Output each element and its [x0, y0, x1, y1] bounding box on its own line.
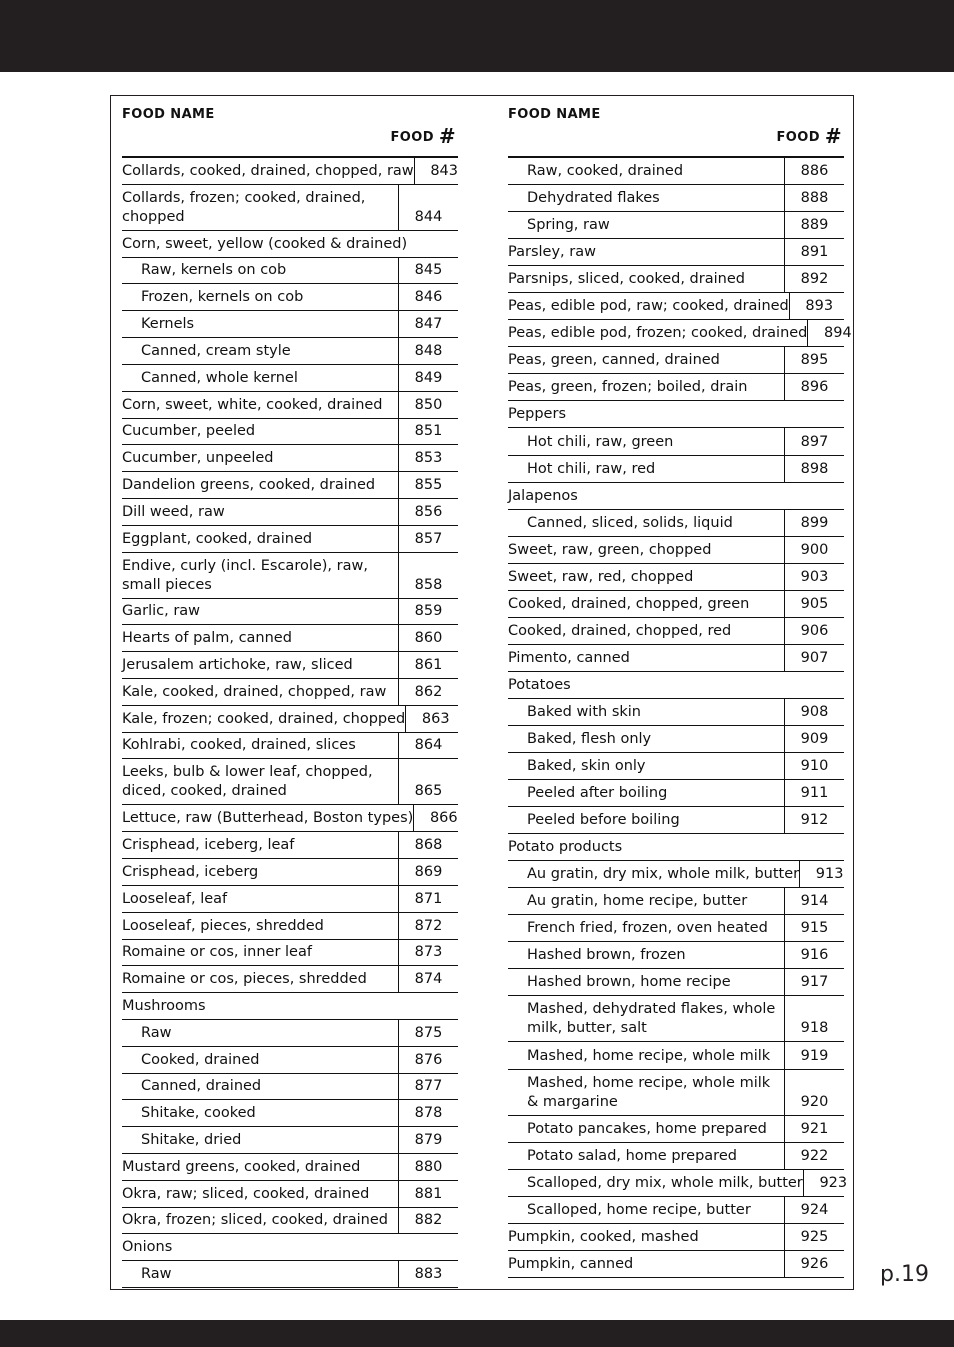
food-name-cell: Dill weed, raw: [122, 503, 225, 520]
food-name-cell: Cooked, drained, chopped, green: [508, 595, 750, 612]
food-number-cell: 891: [784, 239, 844, 265]
table-row: [508, 212, 844, 239]
table-row: [508, 1170, 848, 1197]
food-number-cell: 919: [784, 1042, 844, 1068]
food-number-cell: 925: [784, 1224, 844, 1250]
food-name-cell: Mashed, home recipe, whole milk: [527, 1047, 771, 1064]
food-number-cell: 859: [398, 599, 458, 625]
food-number-cell: 851: [398, 419, 458, 445]
table-row: [508, 591, 844, 618]
table-row: [508, 672, 844, 699]
food-name-cell: Shitake, cooked: [141, 1105, 256, 1122]
food-name-cell: Lettuce, raw (Butterhead, Boston types): [122, 810, 414, 827]
food-number-cell: 850: [398, 392, 458, 418]
table-row: [508, 996, 844, 1042]
table-row: [122, 1208, 458, 1235]
food-number-cell: 865: [398, 759, 458, 804]
table-row: [122, 392, 458, 419]
food-number-cell: 909: [784, 726, 844, 752]
food-number-heading: [391, 124, 456, 148]
top-banner: [0, 0, 954, 72]
food-number-cell: 843: [414, 158, 474, 184]
table-row: [508, 185, 844, 212]
food-number-cell: 886: [784, 158, 844, 184]
food-name-cell: Kohlrabi, cooked, drained, slices: [122, 737, 356, 754]
food-number-cell: 918: [784, 996, 844, 1041]
food-number-cell: 877: [398, 1074, 458, 1100]
table-row: [122, 1100, 458, 1127]
table-row: [508, 699, 844, 726]
food-name-cell: Collards, frozen; cooked, drained, chopped: [122, 189, 366, 225]
food-number-cell: 860: [398, 625, 458, 651]
table-row: [122, 940, 458, 967]
food-name-cell: Parsley, raw: [508, 244, 596, 261]
table-row: [508, 239, 844, 266]
table-row: [122, 805, 458, 832]
table-row: [122, 652, 458, 679]
food-name-cell: Cucumber, unpeeled: [122, 450, 274, 467]
food-number-heading: [777, 124, 842, 148]
food-number-cell: 848: [398, 338, 458, 364]
food-name-cell: Kernels: [141, 316, 195, 333]
food-number-cell: 898: [784, 456, 844, 482]
table-row: [122, 553, 458, 599]
table-row: [122, 231, 458, 258]
food-number-cell: 853: [398, 445, 458, 471]
table-row: [508, 293, 844, 320]
food-name-cell: Collards, cooked, drained, chopped, raw: [122, 162, 414, 179]
food-name-cell: Sweet, raw, green, chopped: [508, 541, 712, 558]
table-row: [122, 258, 458, 285]
food-name-cell: Scalloped, home recipe, butter: [527, 1201, 751, 1218]
table-row: [508, 1197, 844, 1224]
right-column: [508, 96, 852, 1278]
food-number-cell: 911: [784, 780, 844, 806]
food-name-heading: FOOD NAME: [122, 107, 215, 122]
food-number-cell: 869: [398, 859, 458, 885]
table-row: [508, 564, 844, 591]
table-row: [508, 726, 844, 753]
food-number-cell: 895: [784, 347, 844, 373]
table-row: [122, 1127, 458, 1154]
page-number: p.19: [880, 1262, 929, 1287]
food-number-cell: 866: [413, 805, 473, 831]
table-row: [508, 510, 844, 537]
food-name-cell: Onions: [122, 1239, 173, 1256]
food-number-cell: 912: [784, 807, 844, 833]
food-number-cell: 880: [398, 1154, 458, 1180]
food-name-cell: Canned, cream style: [141, 342, 291, 359]
food-number-cell: 879: [398, 1127, 458, 1153]
food-number-cell: 857: [398, 526, 458, 552]
food-name-cell: Cooked, drained, chopped, red: [508, 622, 732, 639]
table-row: [122, 365, 458, 392]
table-row: [508, 428, 844, 455]
food-name-heading: FOOD NAME: [508, 107, 601, 122]
food-number-cell: 900: [784, 537, 844, 563]
table-row: [508, 483, 844, 510]
table-row: [122, 1047, 458, 1074]
food-name-cell: Potato pancakes, home prepared: [527, 1120, 767, 1137]
food-name-cell: Endive, curly (incl. Escarole), raw, small pieces: [122, 557, 368, 593]
food-name-cell: Pimento, canned: [508, 649, 630, 666]
food-name-cell: Baked with skin: [527, 703, 641, 720]
food-number-cell: 849: [398, 365, 458, 391]
table-row: [122, 419, 458, 446]
table-row: [122, 679, 458, 706]
food-name-cell: Raw: [141, 1266, 172, 1283]
table-row: [508, 834, 844, 861]
food-name-cell: Canned, whole kernel: [141, 369, 298, 386]
food-name-cell: Potatoes: [508, 676, 571, 693]
table-row: [122, 625, 458, 652]
table-row: [508, 807, 844, 834]
food-number-cell: 882: [398, 1208, 458, 1234]
food-number-cell: 907: [784, 645, 844, 671]
table-row: [122, 284, 458, 311]
food-number-cell: 917: [784, 969, 844, 995]
food-number-cell: 915: [784, 915, 844, 941]
food-number-cell: 897: [784, 428, 844, 454]
food-number-cell: 868: [398, 832, 458, 858]
table-row: [508, 158, 844, 185]
food-name-cell: Peas, edible pod, raw; cooked, drained: [508, 298, 789, 315]
food-name-cell: Mashed, dehydrated flakes, whole milk, butter, salt: [527, 1001, 776, 1037]
table-row: [122, 832, 458, 859]
table-row: [122, 599, 458, 626]
food-name-cell: Cooked, drained: [141, 1051, 260, 1068]
food-number-cell: 864: [398, 733, 458, 759]
food-name-cell: Scalloped, dry mix, whole milk, butter: [527, 1174, 803, 1191]
food-number-cell: 910: [784, 753, 844, 779]
food-number-cell: 883: [398, 1261, 458, 1287]
table-row: [508, 347, 844, 374]
table-row: [122, 733, 458, 760]
right-column-header: [508, 96, 844, 158]
food-number-cell: 858: [398, 553, 458, 598]
food-number-cell: 871: [398, 886, 458, 912]
table-row: [122, 338, 458, 365]
food-number-cell: 862: [398, 679, 458, 705]
food-name-cell: Garlic, raw: [122, 603, 201, 620]
table-row: [122, 993, 458, 1020]
food-name-cell: Kale, cooked, drained, chopped, raw: [122, 683, 387, 700]
table-row: [122, 859, 458, 886]
food-name-cell: Dehydrated flakes: [527, 190, 660, 207]
food-number-cell: 846: [398, 284, 458, 310]
table-row: [508, 618, 844, 645]
hash-symbol: #: [438, 124, 456, 148]
table-row: [122, 759, 458, 805]
left-food-list: [122, 158, 458, 1288]
food-name-cell: Potato products: [508, 839, 623, 856]
food-number-heading-label: FOOD: [776, 130, 820, 145]
food-number-cell: 916: [784, 942, 844, 968]
food-number-cell: 920: [784, 1070, 844, 1115]
food-table-frame: [110, 95, 854, 1290]
table-row: [508, 456, 844, 483]
food-name-cell: Pumpkin, canned: [508, 1255, 634, 1272]
food-number-cell: 861: [398, 652, 458, 678]
table-row: [122, 1181, 458, 1208]
food-name-cell: Crisphead, iceberg, leaf: [122, 837, 295, 854]
bottom-banner: [0, 1320, 954, 1347]
food-name-cell: Hashed brown, frozen: [527, 947, 686, 964]
table-row: [122, 499, 458, 526]
table-row: [508, 780, 844, 807]
food-name-cell: Looseleaf, pieces, shredded: [122, 917, 324, 934]
food-number-cell: 903: [784, 564, 844, 590]
table-row: [122, 472, 458, 499]
table-row: [508, 1143, 844, 1170]
food-number-cell: 855: [398, 472, 458, 498]
food-name-cell: Shitake, dried: [141, 1132, 242, 1148]
food-name-cell: Peas, green, canned, drained: [508, 352, 720, 369]
food-name-cell: Mushrooms: [122, 997, 206, 1014]
table-row: [508, 888, 844, 915]
food-number-cell: 906: [784, 618, 844, 644]
food-number-cell: 873: [398, 940, 458, 966]
food-name-cell: Hot chili, raw, green: [527, 433, 674, 450]
food-name-cell: Romaine or cos, inner leaf: [122, 944, 312, 961]
food-name-cell: Raw, cooked, drained: [527, 163, 684, 180]
food-number-cell: 875: [398, 1020, 458, 1046]
food-number-cell: 878: [398, 1100, 458, 1126]
table-row: [122, 913, 458, 940]
food-name-cell: Leeks, bulb & lower leaf, chopped, diced, cooked, drained: [122, 764, 373, 800]
food-name-cell: Baked, flesh only: [527, 731, 652, 748]
food-name-cell: Cucumber, peeled: [122, 423, 256, 440]
food-number-cell: 908: [784, 699, 844, 725]
food-number-cell: 881: [398, 1181, 458, 1207]
table-row: [122, 1261, 458, 1288]
food-name-cell: Peas, green, frozen; boiled, drain: [508, 379, 748, 396]
food-name-cell: Sweet, raw, red, chopped: [508, 568, 694, 585]
food-name-cell: Spring, raw: [527, 217, 610, 234]
table-row: [508, 1224, 844, 1251]
table-row: [122, 886, 458, 913]
table-row: [122, 966, 458, 993]
food-name-cell: Okra, raw; sliced, cooked, drained: [122, 1185, 370, 1202]
food-number-cell: 892: [784, 266, 844, 292]
food-number-cell: 896: [784, 374, 844, 400]
food-name-cell: Hot chili, raw, red: [527, 460, 656, 477]
food-name-cell: Okra, frozen; sliced, cooked, drained: [122, 1212, 388, 1229]
food-name-cell: Crisphead, iceberg: [122, 863, 259, 880]
food-name-cell: Pumpkin, cooked, mashed: [508, 1228, 699, 1245]
food-name-cell: Mustard greens, cooked, drained: [122, 1158, 361, 1175]
table-row: [508, 320, 852, 347]
food-name-cell: Jerusalem artichoke, raw, sliced: [122, 657, 353, 673]
food-name-cell: Eggplant, cooked, drained: [122, 530, 313, 547]
food-number-cell: 847: [398, 311, 458, 337]
food-name-cell: Mashed, home recipe, whole milk & margarine: [527, 1074, 771, 1110]
food-number-cell: 921: [784, 1116, 844, 1142]
food-name-cell: Parsnips, sliced, cooked, drained: [508, 271, 745, 288]
food-name-cell: Corn, sweet, yellow (cooked & drained): [122, 235, 408, 252]
table-row: [508, 942, 844, 969]
table-row: [122, 526, 458, 553]
table-row: [122, 158, 458, 185]
food-number-cell: 844: [398, 185, 458, 230]
table-row: [508, 266, 844, 293]
food-name-cell: Raw: [141, 1024, 172, 1041]
food-name-cell: Kale, frozen; cooked, drained, chopped: [122, 710, 406, 727]
food-name-cell: Peeled before boiling: [527, 812, 680, 829]
food-number-cell: 845: [398, 258, 458, 284]
food-name-cell: Dandelion greens, cooked, drained: [122, 476, 376, 493]
table-row: [508, 915, 844, 942]
food-name-cell: Hashed brown, home recipe: [527, 974, 731, 991]
hash-symbol: #: [824, 124, 842, 148]
food-number-cell: 863: [405, 706, 465, 732]
table-row: [508, 374, 844, 401]
food-number-cell: 894: [807, 320, 867, 346]
table-row: [508, 969, 844, 996]
table-row: [122, 1020, 458, 1047]
table-row: [122, 1154, 458, 1181]
food-number-cell: 923: [803, 1170, 863, 1196]
food-number-cell: 924: [784, 1197, 844, 1223]
food-number-cell: 905: [784, 591, 844, 617]
food-number-cell: 856: [398, 499, 458, 525]
table-row: [508, 861, 844, 888]
food-name-cell: Baked, skin only: [527, 758, 646, 775]
food-name-cell: Corn, sweet, white, cooked, drained: [122, 396, 383, 413]
food-name-cell: Frozen, kernels on cob: [141, 289, 304, 306]
food-name-cell: Hearts of palm, canned: [122, 630, 292, 647]
food-name-cell: Potato salad, home prepared: [527, 1147, 737, 1164]
table-row: [122, 1074, 458, 1101]
food-name-cell: Raw, kernels on cob: [141, 262, 287, 279]
right-food-list: [508, 158, 852, 1278]
table-row: [508, 401, 844, 428]
table-row: [122, 706, 458, 733]
food-number-cell: 922: [784, 1143, 844, 1169]
table-row: [508, 645, 844, 672]
food-name-cell: Au gratin, dry mix, whole milk, butter: [527, 866, 800, 883]
table-row: [508, 1070, 844, 1116]
food-name-cell: Canned, drained: [141, 1078, 262, 1095]
left-column: [122, 96, 458, 1288]
table-row: [122, 185, 458, 231]
food-number-cell: 872: [398, 913, 458, 939]
food-number-cell: 888: [784, 185, 844, 211]
table-row: [508, 537, 844, 564]
food-number-cell: 876: [398, 1047, 458, 1073]
food-number-cell: 913: [799, 861, 859, 887]
food-number-heading-label: FOOD: [390, 130, 434, 145]
food-number-cell: 914: [784, 888, 844, 914]
food-number-cell: 926: [784, 1251, 844, 1277]
food-name-cell: Looseleaf, leaf: [122, 890, 228, 907]
food-name-cell: Peppers: [508, 406, 566, 423]
table-row: [122, 1234, 458, 1261]
food-name-cell: Peeled after boiling: [527, 785, 668, 802]
table-row: [122, 445, 458, 472]
food-number-cell: 899: [784, 510, 844, 536]
food-number-cell: 889: [784, 212, 844, 238]
food-name-cell: Canned, sliced, solids, liquid: [527, 514, 733, 531]
food-number-cell: 893: [789, 293, 849, 319]
food-name-cell: Romaine or cos, pieces, shredded: [122, 971, 367, 988]
food-number-cell: 874: [398, 966, 458, 992]
left-column-header: [122, 96, 458, 158]
table-row: [508, 1042, 844, 1069]
table-row: [508, 1251, 844, 1278]
food-name-cell: Peas, edible pod, frozen; cooked, drained: [508, 325, 808, 342]
food-name-cell: Jalapenos: [508, 487, 578, 504]
food-name-cell: Au gratin, home recipe, butter: [527, 893, 748, 910]
food-name-cell: French fried, frozen, oven heated: [527, 920, 768, 937]
table-row: [122, 311, 458, 338]
table-row: [508, 753, 844, 780]
table-row: [508, 1116, 844, 1143]
